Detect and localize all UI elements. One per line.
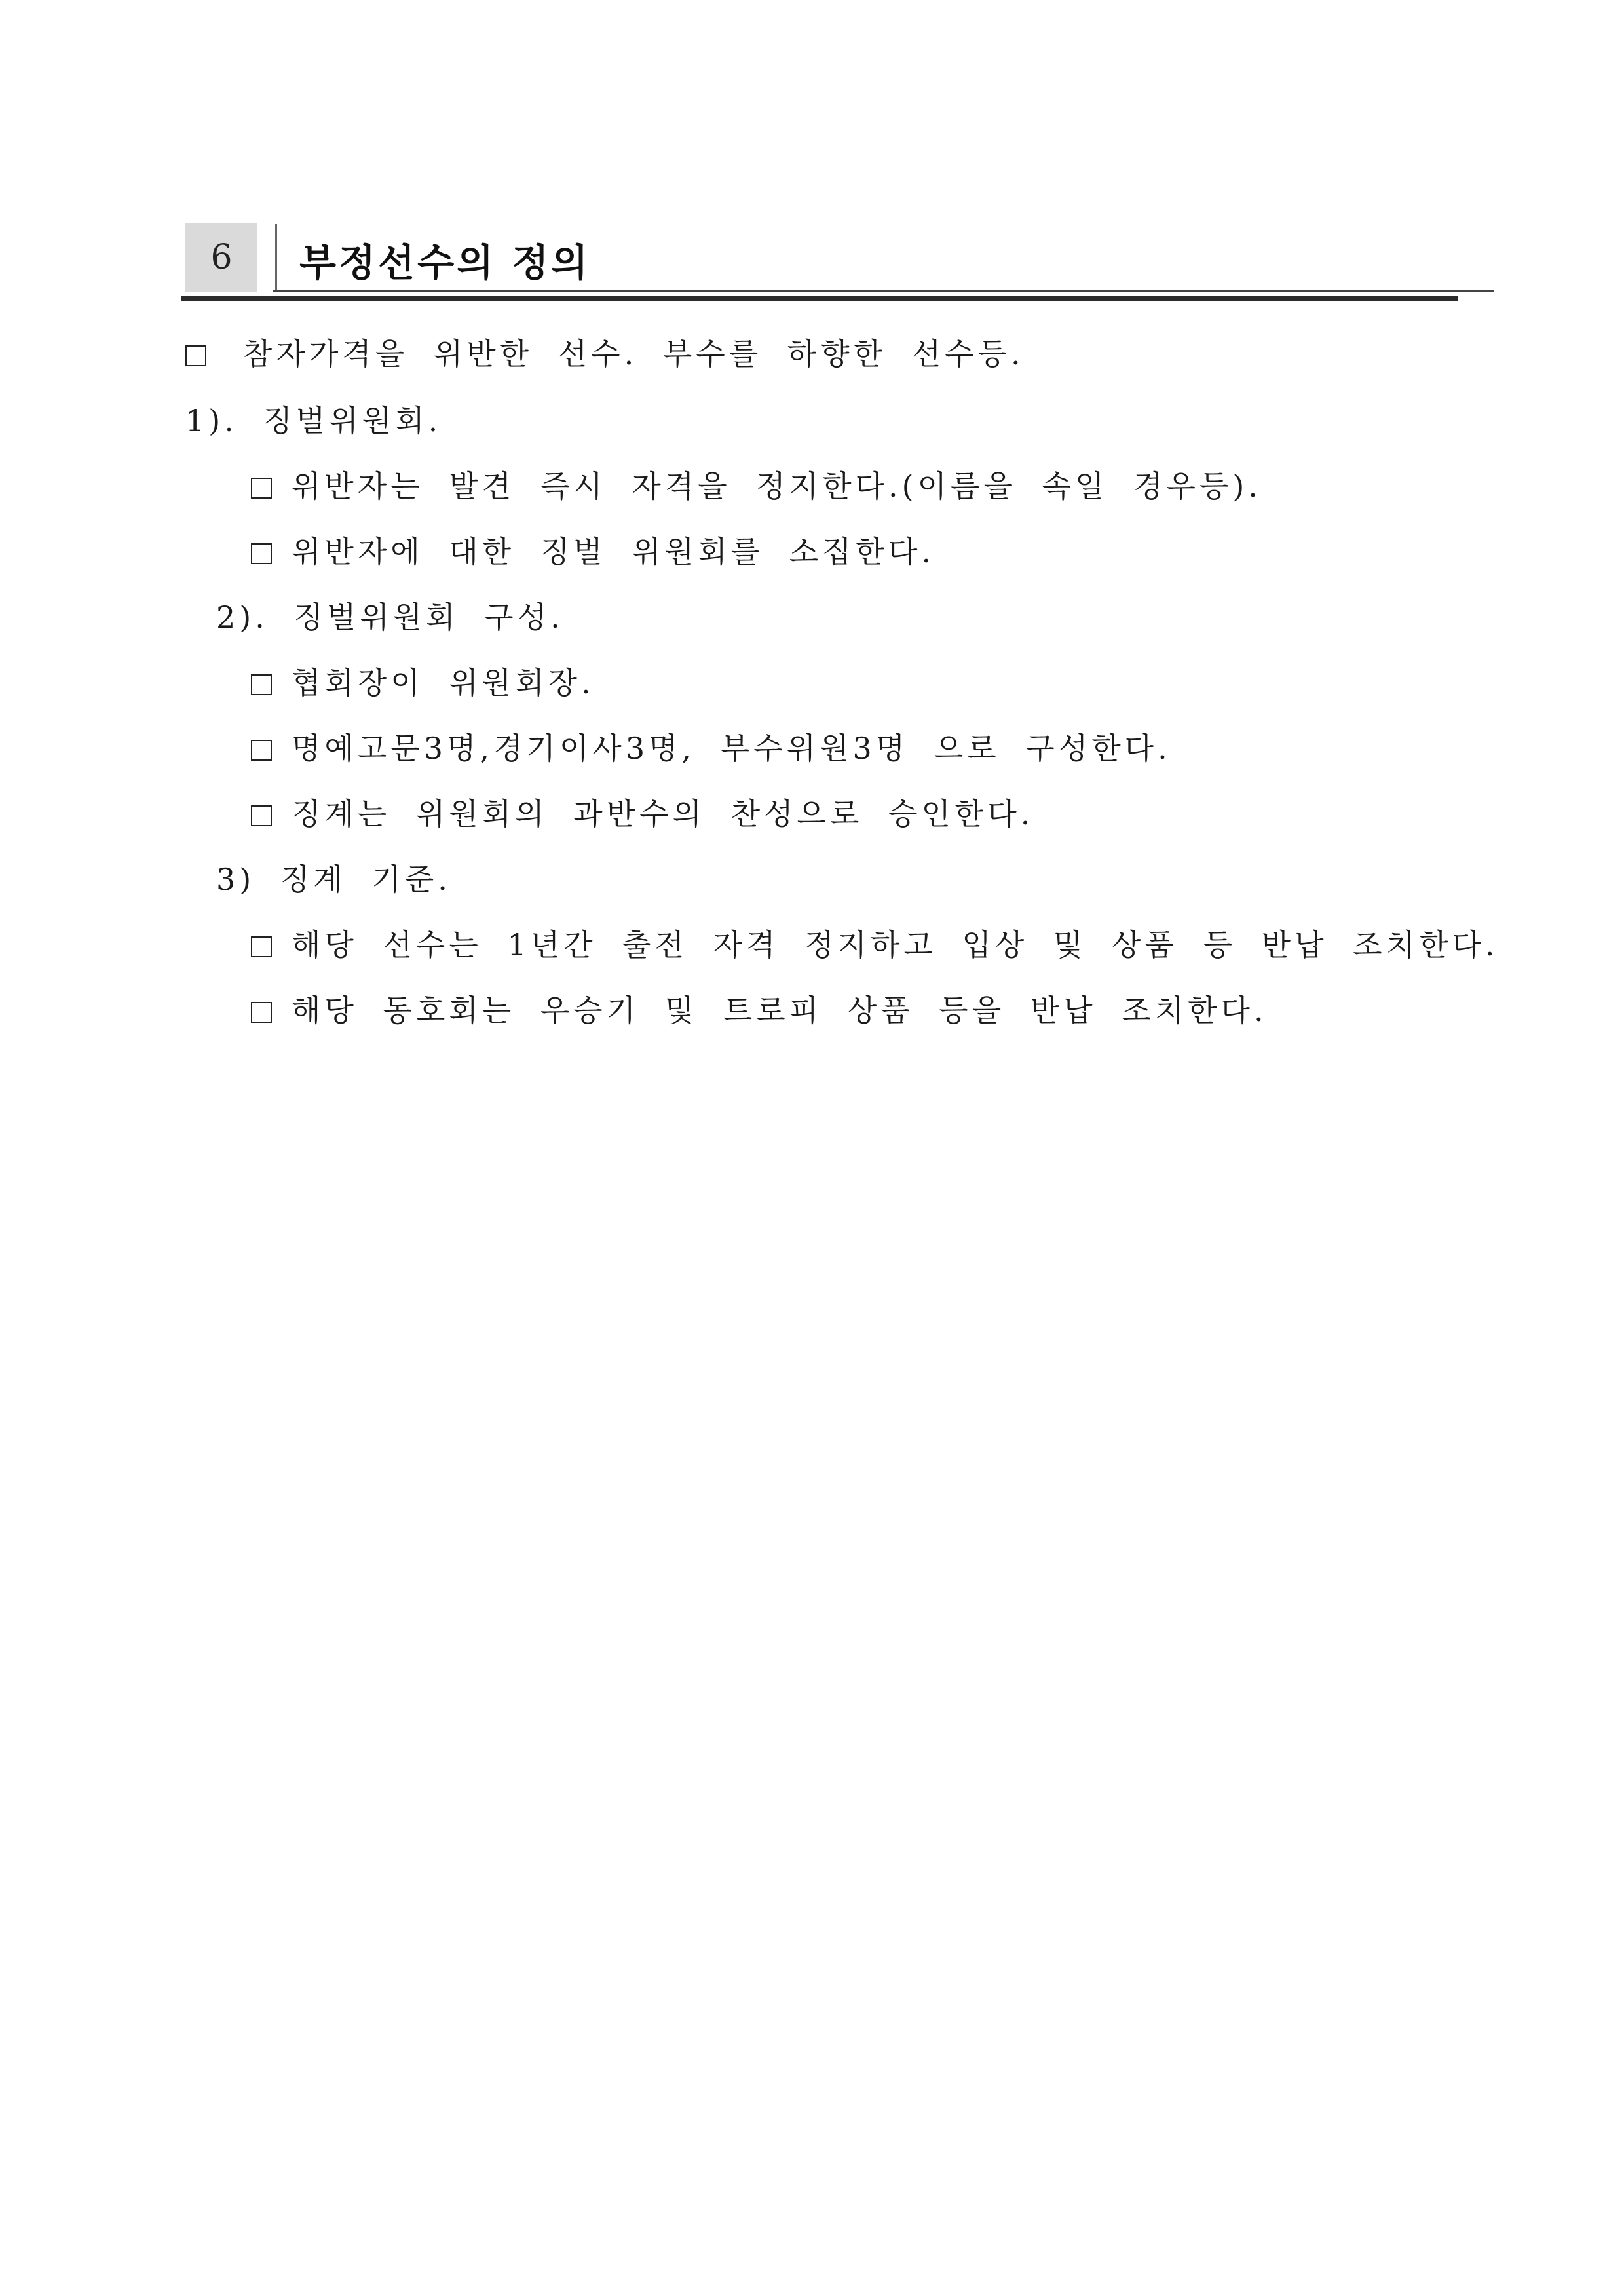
heading-3: 3) 징계 기준. (216, 862, 451, 897)
list-item-text: 해당 동호회는 우승기 및 트로피 상품 등을 반납 조치한다. (292, 993, 1268, 1028)
checkbox-icon (251, 740, 272, 761)
list-item (251, 925, 1499, 965)
checkbox-icon (251, 543, 272, 564)
heading-2: 2). 징벌위원회 구성. (216, 600, 564, 635)
list-item (251, 467, 1262, 506)
list-item-text: 명예고문3명,경기이사3명, 부수위원3명 으로 구성한다. (292, 731, 1171, 766)
list-item-text: 위반자는 발견 즉시 자격을 정지한다.(이름을 속일 경우등). (292, 469, 1262, 504)
header-rule-thick (181, 296, 1458, 301)
list-item (251, 532, 935, 571)
list-item (251, 794, 1034, 833)
list-item (251, 729, 1171, 768)
intro-text: 참자가격을 위반한 선수. 부수를 하향한 선수등. (243, 336, 1025, 372)
section-title: 부정선수의 정의 (299, 240, 591, 285)
checkbox-icon (251, 674, 272, 695)
checkbox-icon (251, 1002, 272, 1023)
checkbox-icon (185, 345, 206, 366)
list-item-text: 위반자에 대한 징벌 위원회를 소집한다. (292, 534, 935, 569)
list-item (251, 663, 595, 702)
list-item (251, 991, 1268, 1030)
header-rule-thin (273, 290, 1494, 292)
list-item-text: 협회장이 위원회장. (292, 665, 595, 700)
section-number: 6 (185, 223, 257, 292)
list-item-text: 징계는 위원회의 과반수의 찬성으로 승인한다. (292, 796, 1034, 832)
list-item-text: 해당 선수는 1년간 출전 자격 정지하고 입상 및 상품 등 반납 조치한다. (292, 927, 1499, 963)
section-header (181, 223, 1494, 301)
header-divider (275, 224, 277, 292)
checkbox-icon (251, 936, 272, 957)
heading-1: 1). 징벌위원회. (185, 403, 442, 438)
intro-line (185, 334, 1025, 373)
checkbox-icon (251, 478, 272, 499)
checkbox-icon (251, 805, 272, 826)
